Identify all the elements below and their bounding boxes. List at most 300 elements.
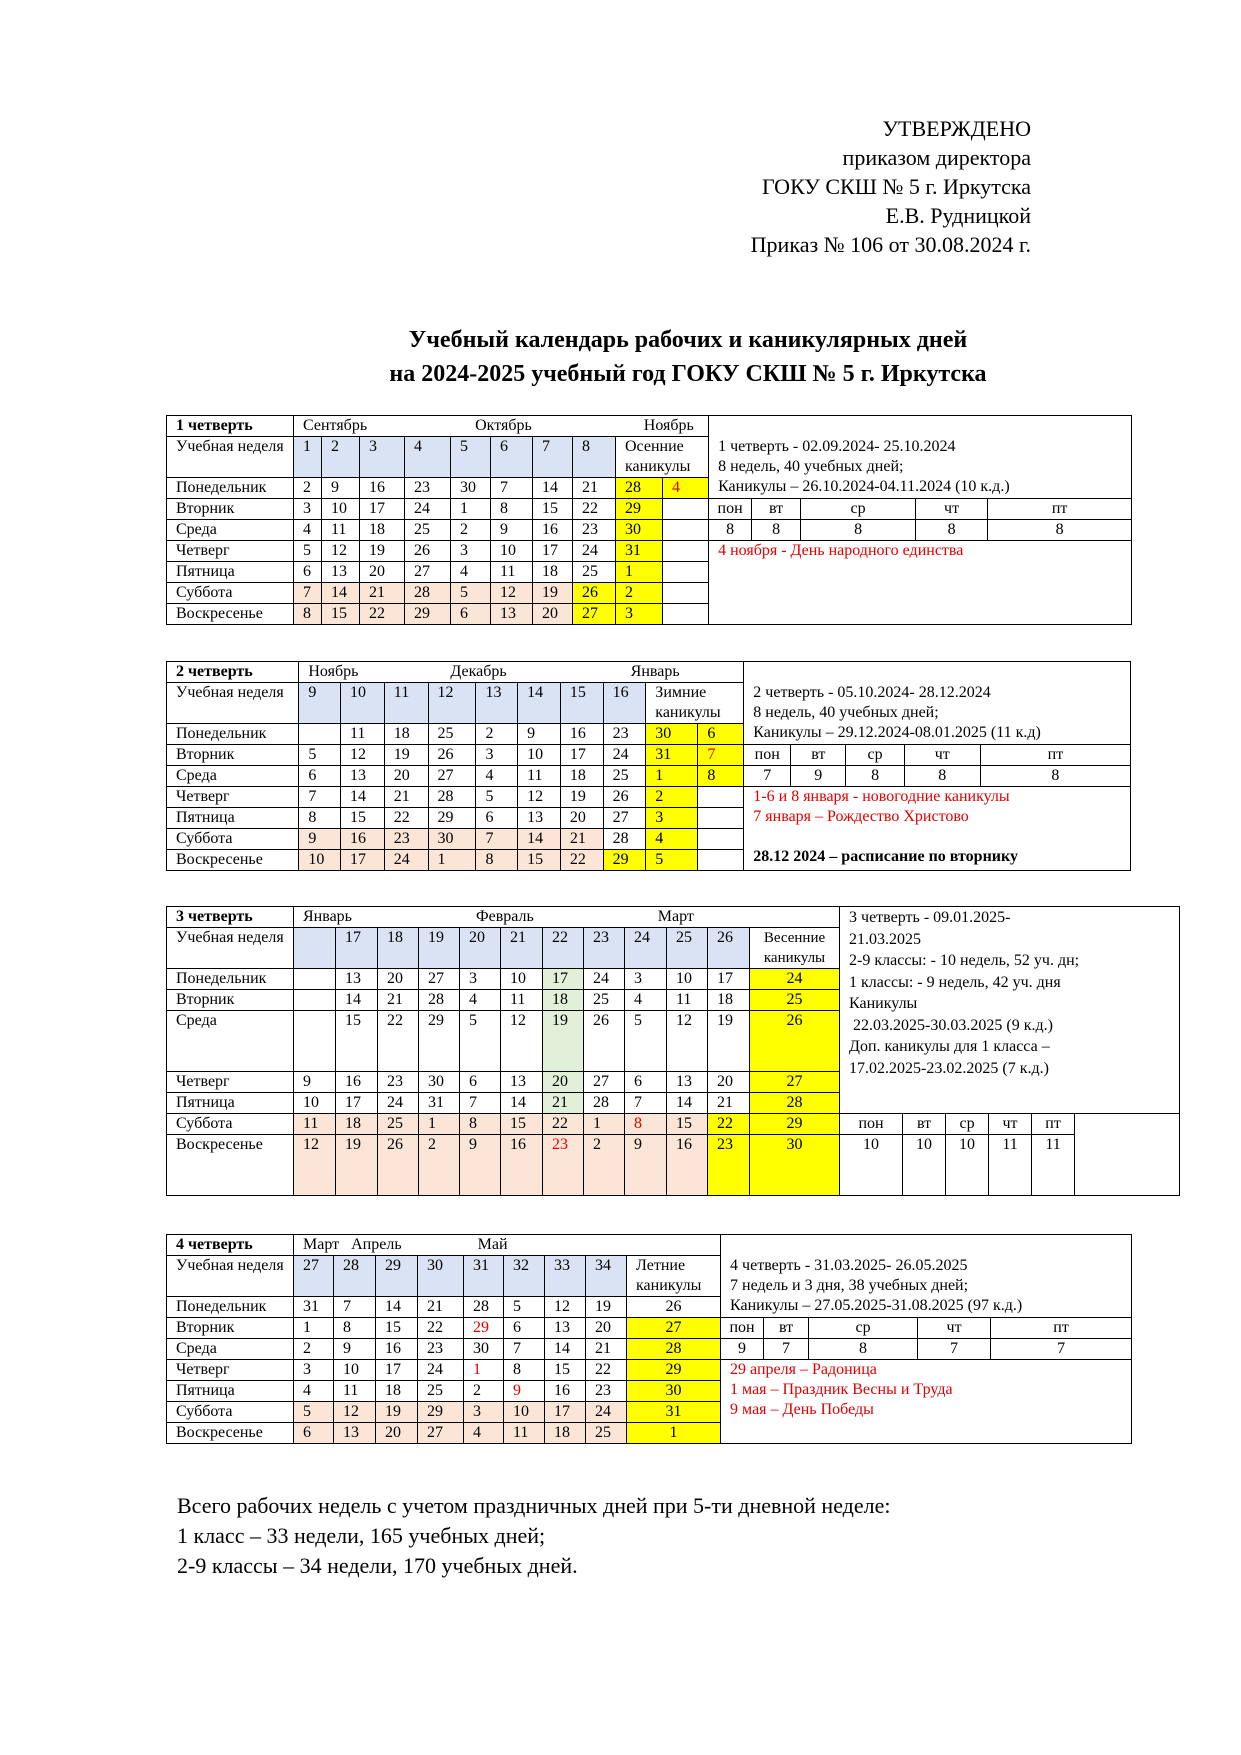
- day-cell: 19: [543, 1011, 584, 1072]
- week-number: 2: [322, 437, 360, 478]
- day-label: Четверг: [167, 1072, 294, 1093]
- day-cell: 18: [543, 990, 584, 1011]
- day-cell: 21: [418, 1297, 464, 1318]
- info-spacer: [1075, 1135, 1180, 1196]
- quarter-info: [721, 1256, 1132, 1318]
- day-cell: 8: [625, 1114, 667, 1135]
- day-cell: 9: [460, 1135, 501, 1196]
- day-cell: 5: [460, 1011, 501, 1072]
- day-cell: 10: [504, 1402, 545, 1423]
- day-cell: 12: [334, 1402, 376, 1423]
- day-cell: 17: [533, 541, 573, 562]
- info-line: Каникулы – 29.12.2024-08.01.2025 (11 к.д): [753, 723, 1041, 741]
- day-cell: 5: [476, 787, 518, 808]
- holiday-header: Весенние каникулы: [750, 928, 840, 969]
- day-cell: 9: [322, 478, 360, 499]
- day-cell: 27: [750, 1072, 840, 1093]
- approval-block: [751, 114, 1031, 259]
- day-cell: 17: [543, 969, 584, 990]
- day-cell: 24: [418, 1360, 464, 1381]
- quarter-label: 3 четверть: [167, 907, 294, 928]
- day-cell: 16: [360, 478, 405, 499]
- day-cell: 7: [698, 745, 744, 766]
- day-cell: 17: [341, 850, 385, 871]
- week-number: 11: [384, 683, 428, 724]
- day-cell: 9: [504, 1381, 545, 1402]
- day-cell: 3: [625, 969, 667, 990]
- months-header: Март Апрель Май: [294, 1235, 721, 1256]
- week-number: 19: [419, 928, 460, 969]
- day-cell: 30: [616, 520, 663, 541]
- day-cell: 29: [419, 1011, 460, 1072]
- day-cell: 6: [294, 1423, 334, 1444]
- day-cell: 5: [646, 850, 698, 871]
- day-cell: 7: [491, 478, 533, 499]
- week-number: 30: [418, 1256, 464, 1297]
- day-cell: 14: [533, 478, 573, 499]
- day-count: 8: [846, 766, 904, 787]
- day-count: 7: [991, 1339, 1132, 1360]
- day-cell: 3: [294, 1360, 334, 1381]
- day-cell: 7: [294, 583, 322, 604]
- day-cell: 11: [334, 1381, 376, 1402]
- day-cell: 26: [584, 1011, 625, 1072]
- day-cell: 23: [378, 1072, 419, 1093]
- day-label: Среда: [167, 1011, 294, 1072]
- title-line: Учебный календарь рабочих и каникулярных дней: [408, 327, 968, 353]
- day-cell: [294, 990, 336, 1011]
- day-cell: 31: [294, 1297, 334, 1318]
- day-label: Пятница: [167, 1093, 294, 1114]
- week-label: Учебная неделя: [167, 1256, 294, 1297]
- quarter-2-table: [166, 661, 1131, 871]
- day-count: 7: [918, 1339, 991, 1360]
- day-cell: 11: [501, 990, 543, 1011]
- day-cell: 22: [418, 1318, 464, 1339]
- day-cell: 25: [378, 1114, 419, 1135]
- day-cell: 10: [667, 969, 708, 990]
- day-cell: 28: [627, 1339, 721, 1360]
- day-cell: 1: [584, 1114, 625, 1135]
- day-cell: 16: [533, 520, 573, 541]
- day-cell: 8: [334, 1318, 376, 1339]
- day-cell: 12: [491, 583, 533, 604]
- day-cell: 2: [646, 787, 698, 808]
- day-cell: 10: [294, 1093, 336, 1114]
- day-count: 9: [721, 1339, 764, 1360]
- day-label: Среда: [167, 1339, 294, 1360]
- info-line: 21.03.2025: [849, 930, 922, 948]
- week-number: 27: [294, 1256, 334, 1297]
- schedule-note: 28.12 2024 – расписание по вторнику: [753, 848, 1019, 865]
- week-number: 13: [476, 683, 518, 724]
- quarter-info: [709, 437, 1132, 499]
- day-label: Суббота: [167, 829, 299, 850]
- day-cell: 19: [360, 541, 405, 562]
- day-label: Четверг: [167, 541, 294, 562]
- day-cell: 21: [543, 1093, 584, 1114]
- day-cell: [663, 499, 709, 520]
- week-label: Учебная неделя: [167, 437, 294, 478]
- day-cell: 4: [663, 478, 709, 499]
- day-cell: 22: [586, 1360, 627, 1381]
- holiday-note: 9 мая – День Победы: [730, 1401, 874, 1418]
- day-cell: 26: [378, 1135, 419, 1196]
- day-label: Вторник: [167, 990, 294, 1011]
- day-cell: 27: [428, 766, 476, 787]
- day-cell: 21: [586, 1339, 627, 1360]
- day-cell: 16: [336, 1072, 378, 1093]
- day-cell: 10: [518, 745, 561, 766]
- day-cell: 4: [294, 520, 322, 541]
- day-count: 11: [989, 1135, 1032, 1196]
- day-cell: 2: [451, 520, 491, 541]
- info-line: Доп. каникулы для 1 класса –: [849, 1038, 1050, 1055]
- info-line: 22.03.2025-30.03.2025 (9 к.д.): [849, 1016, 1053, 1034]
- day-cell: 28: [750, 1093, 840, 1114]
- day-cell: 28: [616, 478, 663, 499]
- quarter-label: 4 четверть: [167, 1235, 294, 1256]
- day-abbrev: ср: [801, 499, 916, 520]
- day-cell: 13: [545, 1318, 586, 1339]
- day-cell: 17: [336, 1093, 378, 1114]
- week-number: [294, 928, 336, 969]
- day-cell: 24: [405, 499, 451, 520]
- day-cell: 23: [418, 1339, 464, 1360]
- day-cell: 28: [428, 787, 476, 808]
- day-cell: 15: [518, 850, 561, 871]
- day-cell: 16: [501, 1135, 543, 1196]
- day-cell: 15: [501, 1114, 543, 1135]
- day-cell: 2: [584, 1135, 625, 1196]
- day-cell: 30: [627, 1381, 721, 1402]
- day-cell: 8: [294, 604, 322, 625]
- day-cell: 13: [491, 604, 533, 625]
- day-cell: 20: [533, 604, 573, 625]
- day-cell: 18: [384, 724, 428, 745]
- day-cell: 19: [708, 1011, 750, 1072]
- day-label: Среда: [167, 520, 294, 541]
- day-cell: 20: [376, 1423, 418, 1444]
- week-number: 3: [360, 437, 405, 478]
- holiday-note: 29 апреля – Радоница: [730, 1361, 877, 1378]
- totals-line: Всего рабочих недель с учетом праздничных дней при 5-ти дневной неделе:: [177, 1493, 891, 1518]
- day-cell: 2: [294, 478, 322, 499]
- day-cell: 22: [360, 604, 405, 625]
- day-cell: 23: [543, 1135, 584, 1196]
- day-cell: 4: [646, 829, 698, 850]
- day-label: Вторник: [167, 745, 299, 766]
- day-cell: 28: [584, 1093, 625, 1114]
- day-cell: 19: [533, 583, 573, 604]
- day-cell: 13: [667, 1072, 708, 1093]
- day-cell: 21: [384, 787, 428, 808]
- day-cell: 30: [428, 829, 476, 850]
- day-cell: 5: [625, 1011, 667, 1072]
- week-number: 26: [708, 928, 750, 969]
- week-number: 1: [294, 437, 322, 478]
- day-cell: 22: [384, 808, 428, 829]
- day-cell: [698, 850, 744, 871]
- week-number: 17: [336, 928, 378, 969]
- week-number: 12: [428, 683, 476, 724]
- day-cell: 5: [504, 1297, 545, 1318]
- day-cell: 21: [573, 478, 616, 499]
- info-spacer: [709, 416, 1132, 437]
- day-cell: 14: [667, 1093, 708, 1114]
- week-number: 9: [299, 683, 341, 724]
- approval-line: ГОКУ СКШ № 5 г. Иркутска: [762, 174, 1031, 199]
- document-title: [0, 323, 1241, 391]
- quarter-1-table: [166, 415, 1132, 625]
- day-cell: 11: [504, 1423, 545, 1444]
- day-cell: 13: [322, 562, 360, 583]
- week-label: Учебная неделя: [167, 928, 294, 969]
- day-cell: 26: [573, 583, 616, 604]
- day-cell: 1: [616, 562, 663, 583]
- quarter-info: [744, 683, 1131, 745]
- week-number: 23: [584, 928, 625, 969]
- day-cell: 20: [586, 1318, 627, 1339]
- day-cell: 10: [501, 969, 543, 990]
- day-cell: 24: [603, 745, 646, 766]
- day-cell: 13: [334, 1423, 376, 1444]
- day-cell: 1: [464, 1360, 504, 1381]
- day-cell: 22: [543, 1114, 584, 1135]
- day-cell: 10: [299, 850, 341, 871]
- day-cell: 15: [533, 499, 573, 520]
- day-cell: 3: [646, 808, 698, 829]
- day-cell: 11: [322, 520, 360, 541]
- week-number: 22: [543, 928, 584, 969]
- week-number: 14: [518, 683, 561, 724]
- info-line: 8 недель, 40 учебных дней;: [718, 457, 904, 475]
- day-cell: 22: [573, 499, 616, 520]
- day-cell: 15: [341, 808, 385, 829]
- day-cell: 9: [334, 1339, 376, 1360]
- day-cell: 15: [376, 1318, 418, 1339]
- day-abbrev: вт: [903, 1114, 946, 1135]
- day-cell: 6: [698, 724, 744, 745]
- day-cell: 24: [384, 850, 428, 871]
- day-label: Четверг: [167, 1360, 294, 1381]
- day-cell: 27: [405, 562, 451, 583]
- week-number: 10: [341, 683, 385, 724]
- info-spacer: [721, 1235, 1132, 1256]
- day-count: 9: [791, 766, 846, 787]
- approval-line: приказом директора: [842, 145, 1031, 170]
- day-cell: 7: [504, 1339, 545, 1360]
- day-cell: 27: [603, 808, 646, 829]
- day-cell: 30: [451, 478, 491, 499]
- approval-line: УТВЕРЖДЕНО: [882, 116, 1031, 141]
- day-cell: 2: [476, 724, 518, 745]
- week-number: 15: [560, 683, 603, 724]
- day-label: Вторник: [167, 499, 294, 520]
- approval-line: Е.В. Рудницкой: [885, 203, 1031, 228]
- day-cell: 18: [360, 520, 405, 541]
- day-cell: 25: [573, 562, 616, 583]
- day-cell: 10: [322, 499, 360, 520]
- day-cell: 11: [667, 990, 708, 1011]
- holiday-notes: [721, 1360, 1132, 1444]
- day-cell: 7: [460, 1093, 501, 1114]
- day-label: Понедельник: [167, 969, 294, 990]
- day-cell: 10: [334, 1360, 376, 1381]
- day-cell: 15: [336, 1011, 378, 1072]
- day-label: Суббота: [167, 1402, 294, 1423]
- week-number: 29: [376, 1256, 418, 1297]
- day-label: Воскресенье: [167, 604, 294, 625]
- day-abbrev: пт: [1032, 1114, 1075, 1135]
- quarter-4-table: [166, 1234, 1132, 1444]
- title-line: на 2024-2025 учебный год ГОКУ СКШ № 5 г. Иркутска: [389, 361, 987, 387]
- day-cell: 9: [294, 1072, 336, 1093]
- day-cell: 1: [419, 1114, 460, 1135]
- week-number: 6: [491, 437, 533, 478]
- day-cell: 18: [376, 1381, 418, 1402]
- day-cell: 25: [750, 990, 840, 1011]
- day-cell: 24: [750, 969, 840, 990]
- day-cell: 3: [616, 604, 663, 625]
- day-cell: 19: [560, 787, 603, 808]
- day-cell: 25: [418, 1381, 464, 1402]
- day-label: Суббота: [167, 583, 294, 604]
- day-cell: 11: [491, 562, 533, 583]
- day-cell: 27: [418, 1423, 464, 1444]
- day-cell: 28: [419, 990, 460, 1011]
- day-cell: 3: [464, 1402, 504, 1423]
- day-cell: 19: [336, 1135, 378, 1196]
- day-cell: 26: [750, 1011, 840, 1072]
- day-cell: 28: [464, 1297, 504, 1318]
- day-cell: 14: [322, 583, 360, 604]
- day-abbrev: пт: [980, 745, 1130, 766]
- day-cell: 29: [405, 604, 451, 625]
- day-cell: 27: [573, 604, 616, 625]
- quarter-info: [840, 907, 1180, 1114]
- info-spacer: [744, 662, 1131, 683]
- day-cell: [698, 829, 744, 850]
- day-cell: 28: [405, 583, 451, 604]
- day-cell: 8: [504, 1360, 545, 1381]
- info-line: 4 четверть - 31.03.2025- 26.05.2025: [730, 1256, 968, 1274]
- day-cell: 20: [560, 808, 603, 829]
- day-cell: 14: [501, 1093, 543, 1114]
- day-cell: [663, 604, 709, 625]
- day-cell: 26: [603, 787, 646, 808]
- day-cell: 8: [491, 499, 533, 520]
- day-cell: 31: [646, 745, 698, 766]
- day-cell: 28: [603, 829, 646, 850]
- day-cell: 5: [299, 745, 341, 766]
- quarter-label: 1 четверть: [167, 416, 294, 437]
- day-label: Понедельник: [167, 724, 299, 745]
- holiday-header: Летние каникулы: [627, 1256, 721, 1297]
- day-cell: 12: [294, 1135, 336, 1196]
- day-cell: 2: [616, 583, 663, 604]
- day-count: 8: [980, 766, 1130, 787]
- day-cell: 20: [378, 969, 419, 990]
- info-line: 2-9 классы: - 10 недель, 52 уч. дн;: [849, 952, 1080, 969]
- info-line: 2 четверть - 05.10.2024- 28.12.2024: [753, 683, 991, 701]
- week-number: 28: [334, 1256, 376, 1297]
- day-cell: 16: [376, 1339, 418, 1360]
- info-line: Каникулы – 26.10.2024-04.11.2024 (10 к.д.): [718, 477, 1010, 495]
- day-cell: 16: [560, 724, 603, 745]
- day-abbrev: пон: [709, 499, 752, 520]
- day-abbrev: пт: [991, 1318, 1132, 1339]
- day-cell: 12: [501, 1011, 543, 1072]
- day-cell: 20: [360, 562, 405, 583]
- day-cell: 1: [627, 1423, 721, 1444]
- day-cell: 6: [476, 808, 518, 829]
- day-cell: 2: [419, 1135, 460, 1196]
- day-cell: 4: [451, 562, 491, 583]
- week-number: 18: [378, 928, 419, 969]
- day-label: Четверг: [167, 787, 299, 808]
- day-cell: 10: [491, 541, 533, 562]
- day-cell: 6: [504, 1318, 545, 1339]
- day-cell: 16: [341, 829, 385, 850]
- day-cell: [663, 583, 709, 604]
- day-cell: 1: [294, 1318, 334, 1339]
- day-label: Пятница: [167, 808, 299, 829]
- day-cell: 23: [384, 829, 428, 850]
- day-abbrev: чт: [989, 1114, 1032, 1135]
- day-cell: 3: [451, 541, 491, 562]
- day-abbrev: чт: [918, 1318, 991, 1339]
- day-label: Среда: [167, 766, 299, 787]
- quarter-label: 2 четверть: [167, 662, 299, 683]
- day-count: 8: [988, 520, 1132, 541]
- day-cell: 1: [451, 499, 491, 520]
- day-cell: 21: [708, 1093, 750, 1114]
- day-cell: 5: [294, 1402, 334, 1423]
- day-cell: 30: [750, 1135, 840, 1196]
- day-cell: 11: [518, 766, 561, 787]
- day-cell: 24: [573, 541, 616, 562]
- day-cell: [299, 724, 341, 745]
- day-cell: 1: [428, 850, 476, 871]
- day-cell: 8: [460, 1114, 501, 1135]
- day-cell: [294, 969, 336, 990]
- day-cell: 4: [464, 1423, 504, 1444]
- day-cell: [698, 808, 744, 829]
- info-line: Каникулы: [849, 995, 918, 1012]
- day-cell: 12: [341, 745, 385, 766]
- day-label: Понедельник: [167, 1297, 294, 1318]
- day-cell: [663, 541, 709, 562]
- day-cell: 13: [336, 969, 378, 990]
- day-cell: 31: [627, 1402, 721, 1423]
- day-cell: [663, 520, 709, 541]
- day-cell: 6: [460, 1072, 501, 1093]
- day-cell: 18: [533, 562, 573, 583]
- day-count: 10: [903, 1135, 946, 1196]
- day-cell: 30: [464, 1339, 504, 1360]
- day-cell: 1: [646, 766, 698, 787]
- day-cell: 12: [322, 541, 360, 562]
- day-cell: 18: [545, 1423, 586, 1444]
- day-label: Воскресенье: [167, 850, 299, 871]
- day-cell: 21: [360, 583, 405, 604]
- day-cell: 12: [545, 1297, 586, 1318]
- day-cell: 11: [341, 724, 385, 745]
- day-label: Воскресенье: [167, 1423, 294, 1444]
- holiday-notes: [744, 787, 1131, 871]
- day-cell: 18: [560, 766, 603, 787]
